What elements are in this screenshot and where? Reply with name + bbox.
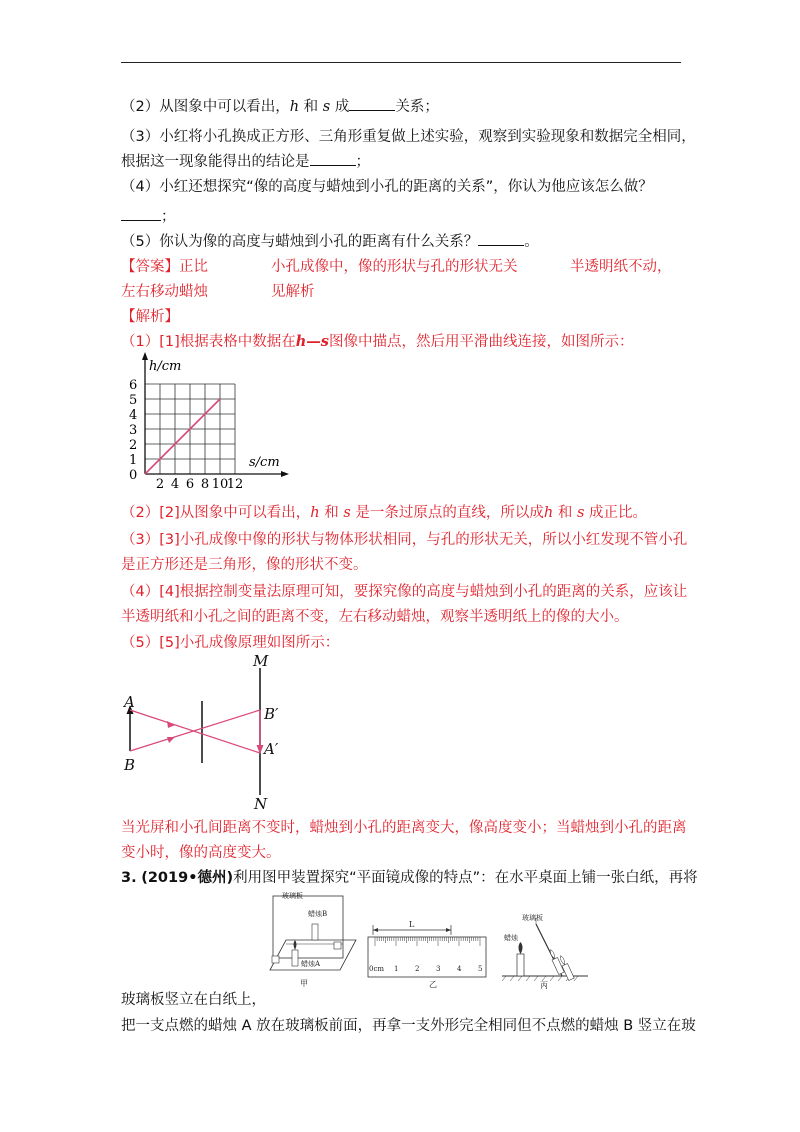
- y-tick-label: 1: [129, 453, 138, 468]
- answer-blank: [478, 233, 524, 246]
- question-3-line1: （3）小红将小孔换成正方形、三角形重复做上述实验，观察到实验现象和数据完全相同，: [121, 129, 696, 145]
- yi-L-label: L: [409, 920, 415, 929]
- analysis-label: 【解析】: [121, 309, 179, 325]
- question-2: （2）从图象中可以看出，h 和 s 成 关系；: [121, 99, 439, 115]
- question-3-line2: 根据这一现象能得出的结论是 ；: [121, 154, 370, 170]
- label-N: N: [254, 795, 268, 813]
- answer-4: 见解析: [271, 284, 315, 300]
- jia-glass-label: 玻璃板: [282, 892, 303, 900]
- y-tick-label: 5: [129, 393, 138, 408]
- figure-jia: [268, 890, 358, 990]
- question-4-line1: （4）小红还想探究“像的高度与蜡烛到小孔的距离的关系”，你认为他应该怎么做？: [121, 179, 653, 195]
- analysis-4-line2: 半透明纸和小孔之间的距离不变，左右移动蜡烛，观察半透明纸上的像的大小。: [121, 609, 629, 625]
- conclusion-line1: 当光屏和小孔间距离不变时，蜡烛到小孔的距离变大，像高度变小；当蜡烛到小孔的距离: [121, 820, 687, 836]
- label-B: B: [124, 756, 136, 774]
- question-3-line3: 把一支点燃的蜡烛 A 放在玻璃板前面，再拿一支外形完全相同但不点燃的蜡烛 B 竖立在玻: [121, 1018, 696, 1034]
- analysis-4-line1: （4）[4]根据控制变量法原理可知，要探究像的高度与蜡烛到小孔的距离的关系，应该让: [121, 584, 688, 600]
- label-M: M: [253, 653, 269, 670]
- question-4-line2: ；: [121, 207, 176, 227]
- answer-blank: [121, 208, 161, 221]
- label-B-image: B′: [264, 705, 279, 723]
- answer-label: 【答案】正比: [121, 259, 208, 275]
- figure-bing: [500, 910, 595, 990]
- ruler-tick-label: 5: [478, 965, 483, 973]
- ruler-tick-label: 4: [457, 965, 462, 973]
- x-axis-label: s/cm: [249, 455, 280, 470]
- y-tick-label: 6: [129, 378, 138, 393]
- x-tick-label: 12: [226, 477, 244, 490]
- y-tick-label: 4: [129, 408, 138, 423]
- answer-2: 小孔成像中，像的形状与孔的形状无关: [271, 259, 518, 275]
- analysis-3-line2: 是正方形还是三角形，像的形状不变。: [121, 557, 368, 573]
- h-s-chart: [121, 350, 291, 490]
- chart-series: [145, 399, 220, 474]
- x-tick-labels: [156, 477, 243, 490]
- ruler-tick-labels: [394, 965, 482, 973]
- pinhole-diagram: [115, 653, 305, 813]
- y-tick-label: 0: [129, 468, 138, 483]
- answer-blank: [349, 98, 395, 111]
- series-line: [145, 399, 220, 474]
- bing-candle-label: 蜡烛: [504, 934, 518, 942]
- x-tick-label: 4: [170, 477, 180, 490]
- light-rays: [130, 710, 260, 753]
- figure-yi: [363, 915, 493, 990]
- analysis-3-line1: （3）[3]小孔成像中像的形状与物体形状相同，与孔的形状无关，所以小红发现不管小孔: [121, 532, 688, 548]
- jia-candleA-label: 蜡烛A: [301, 960, 321, 968]
- question-3-next: 3. (2019•德州)利用图甲装置探究“平面镜成像的特点”：在水平桌面上铺一张白纸，再将: [121, 870, 698, 886]
- jia-candleB-label: 蜡烛B: [308, 910, 328, 918]
- question-3-line2: 玻璃板竖立在白纸上，: [121, 992, 266, 1008]
- y-tick-labels: [129, 378, 137, 483]
- y-tick-label: 2: [129, 438, 138, 453]
- analysis-5: （5）[5]小孔成像原理如图所示：: [121, 635, 340, 651]
- label-A: A: [124, 693, 135, 711]
- answer-3-cont: 左右移动蜡烛: [121, 284, 208, 300]
- question-5: （5）你认为像的高度与蜡烛到小孔的距离有什么关系？ 。: [121, 234, 539, 250]
- analysis-2: （2）[2]从图象中可以看出，h 和 s 是一条过原点的直线，所以成h 和 s 成正比。: [121, 505, 648, 521]
- x-tick-label: 8: [200, 477, 210, 490]
- answer-3: 半透明纸不动，: [570, 259, 672, 275]
- label-A-image: A′: [264, 740, 279, 758]
- answer-blank: [310, 153, 356, 166]
- yi-unit-label: 0cm: [369, 965, 385, 973]
- ruler-ticks: [375, 937, 480, 946]
- x-tick-label: 2: [155, 477, 165, 490]
- yi-caption: 乙: [429, 980, 437, 989]
- y-tick-label: 3: [129, 423, 138, 438]
- x-tick-label: 6: [185, 477, 195, 490]
- bing-caption: 丙: [540, 981, 548, 990]
- jia-caption: 甲: [300, 979, 308, 988]
- header-rule: [121, 62, 681, 63]
- conclusion-line2: 变小时，像的高度变大。: [121, 845, 281, 861]
- analysis-1: （1）[1]根据表格中数据在h—s图像中描点，然后用平滑曲线连接，如图所示：: [121, 333, 634, 350]
- x-tick-label: 10: [211, 477, 229, 490]
- bing-glass-label: 玻璃板: [522, 914, 543, 922]
- ruler-tick-label: 3: [436, 965, 441, 973]
- ruler-tick-label: 2: [415, 965, 420, 973]
- y-axis-label: h/cm: [149, 359, 182, 374]
- ruler-tick-label: 1: [394, 965, 399, 973]
